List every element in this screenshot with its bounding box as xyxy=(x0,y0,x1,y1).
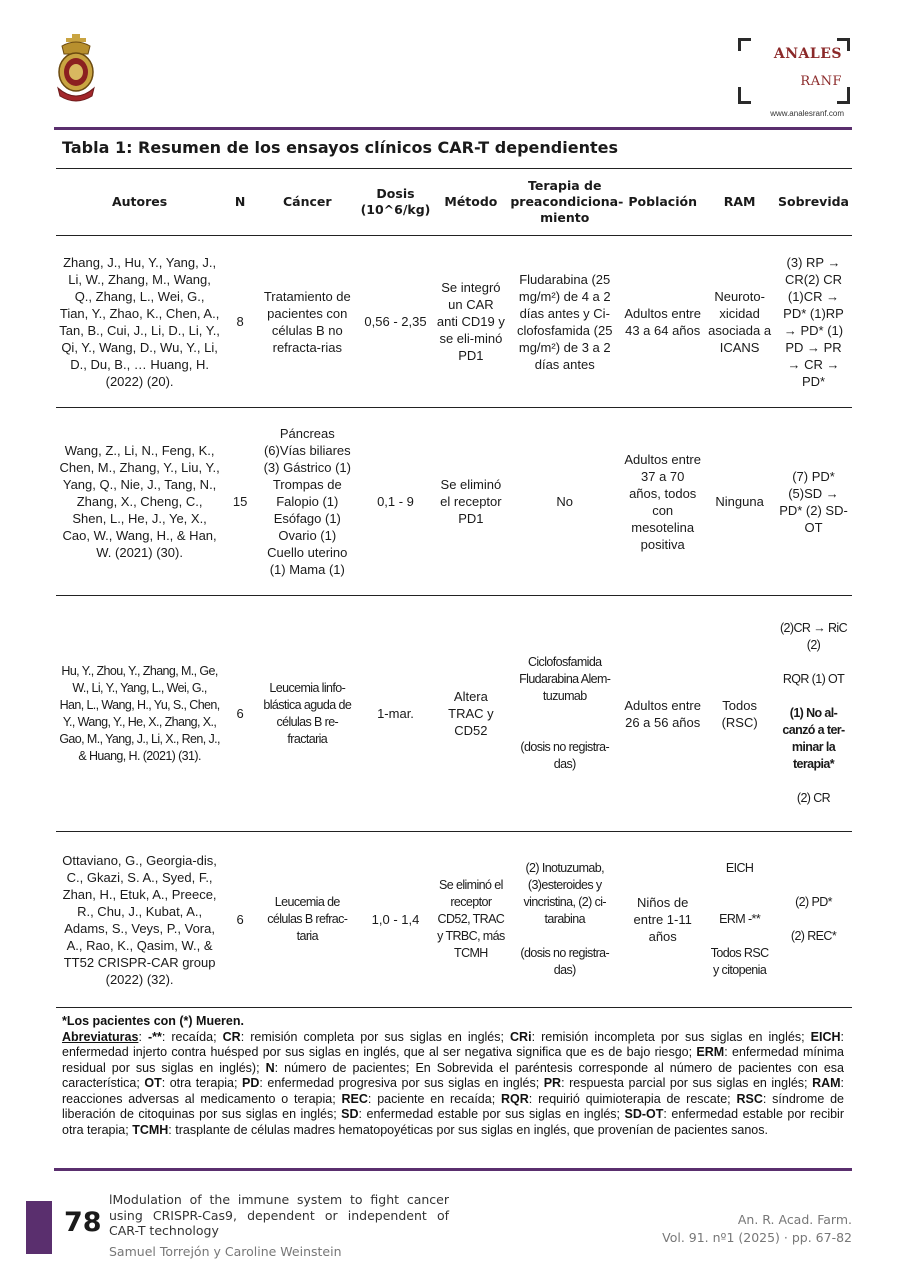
cell-cancer: Páncreas (6)Vías biliares (3) Gástrico (1) Trompas de Falopio (1) Esófago (1) Ovario (1) Cuello uterino (1) Mama (1) xyxy=(257,408,358,596)
abbr-item xyxy=(132,1123,768,1137)
cell-dosis: 0,1 - 9 xyxy=(358,408,434,596)
terapia-drugs: Ciclofosfamida Fludarabina Alem-tuzumab xyxy=(519,655,611,703)
table-title: Tabla 1: Resumen de los ensayos clínicos CAR-T dependientes xyxy=(62,138,618,157)
cell-n: 8 xyxy=(223,236,257,408)
abbr-term: RAM xyxy=(812,1076,841,1090)
footnote-abbreviations: Abreviaturas: -**: recaída; CR: remisión completa por sus siglas en inglés; CRi: remisión incompleta por sus siglas en inglés; EICH: enfermedad injerto contra huésped por sus siglas en inglés, que al ser negativa significa que es de bajo riesgo; ERM: enfermedad mínima residual por sus siglas en inglés); N: número de pacientes; En Sobrevida el paréntesis corresponde al número de pacientes con esa característica; OT: otra terapia; PD: enfermedad progresiva por sus siglas en inglés; PR: respuesta parcial por sus siglas en inglés; RAM: reacciones adversas al medicamento o terapia; REC: paciente en recaída; RQR: requirió quimioterapia de rescate; RSC: síndrome de liberación de citoquinas por sus siglas en inglés; SD: enfermedad estable por sus siglas en inglés; SD-OT: enfermedad estable por recibir otra terapia; TCMH: trasplante de células madres hematopoyéticas por sus siglas en inglés, que provenían de pacientes sanos. xyxy=(62,1029,845,1137)
col-header-cancer: Cáncer xyxy=(257,169,358,236)
cell-n: 15 xyxy=(223,408,257,596)
journal-volume: Vol. 91. nº1 (2025) · pp. 67-82 xyxy=(662,1230,852,1245)
abbr-term: N xyxy=(265,1060,275,1075)
cell-cancer: Leucemia de células B refrac-taria xyxy=(257,832,358,1008)
journal-name: An. R. Acad. Farm. xyxy=(737,1212,852,1227)
abbr-item xyxy=(242,1076,544,1090)
ram-line: Todos RSC y citopenia xyxy=(710,946,769,977)
abbr-definition: : paciente en recaída; xyxy=(367,1091,502,1106)
col-header-ram: RAM xyxy=(704,169,775,236)
article-title: lModulation of the immune system to fight cancer using CRISPR-Cas9, dependent or independent of CAR-T technology xyxy=(109,1192,449,1238)
abbr-definition: : enfermedad estable por sus siglas en inglés; xyxy=(358,1107,625,1121)
abbr-definition: : reacciones adversas al medicamento o terapia; xyxy=(62,1076,845,1106)
cell-autores: Zhang, J., Hu, Y., Yang, J., Li, W., Zhang, M., Wang, Q., Zhang, L., Wei, G., Tian, Y., Zhao, K., Chen, A., Tan, B., Cui, J., Li, D., Li, Y., Qi, Y., Wang, D., Wu, Y., Li, D., Du, B., … Huang, H. (2022) (20). xyxy=(56,236,223,408)
abbr-term: -** xyxy=(147,1029,162,1044)
abbr-item xyxy=(223,1030,510,1044)
sobrevida-line: RQR (1) OT xyxy=(782,672,845,686)
cell-n: 6 xyxy=(223,596,257,832)
col-header-poblacion: Población xyxy=(621,169,704,236)
sobrevida-line: (2)CR → RiC (2) xyxy=(779,621,847,652)
abbr-definition: : número de pacientes; En Sobrevida el paréntesis corresponde al número de pacientes con esa característica; xyxy=(62,1060,844,1090)
terapia-drugs: (2) Inotuzumab, (3)esteroides y vincristina, (2) ci-tarabina xyxy=(523,861,606,926)
abbr-term: ERM xyxy=(696,1045,725,1059)
abbr-term: RQR xyxy=(501,1091,529,1106)
abbr-term: REC xyxy=(341,1091,368,1106)
cell-dosis: 0,56 - 2,35 xyxy=(358,236,434,408)
abbr-definition: : enfermedad mínima residual por sus siglas en inglés); xyxy=(62,1045,844,1075)
abbr-item xyxy=(342,1092,502,1106)
abbr-term: SD-OT xyxy=(624,1107,664,1121)
cell-terapia xyxy=(508,596,621,832)
abbr-term: OT xyxy=(144,1076,162,1090)
ram-line: ERM -** xyxy=(719,912,761,926)
brand-sub: RANF xyxy=(800,74,842,89)
table-header-row xyxy=(56,169,852,236)
abbr-item xyxy=(341,1107,624,1121)
cell-poblacion: Adultos entre 43 a 64 años xyxy=(621,236,704,408)
abbr-label: Abreviaturas xyxy=(62,1029,139,1044)
table-row xyxy=(56,596,852,832)
abbr-definition: : requirió quimioterapia de rescate; xyxy=(528,1091,737,1106)
cell-ram: Todos (RSC) xyxy=(704,596,775,832)
table-row xyxy=(56,236,852,408)
summary-table xyxy=(56,168,852,1008)
sobrevida-line: (2) REC* xyxy=(790,929,837,943)
cell-metodo: Se integró un CAR anti CD19 y se eli-minó PD1 xyxy=(433,236,508,408)
sobrevida-line: (1) No al-canzó a ter-minar la terapia* xyxy=(782,706,845,771)
footer-rule xyxy=(54,1168,852,1171)
article-authors: Samuel Torrejón y Caroline Weinstein xyxy=(109,1244,342,1259)
royal-crest-logo xyxy=(52,32,100,106)
abbr-definition: : síndrome de liberación de citoquinas por sus siglas en inglés; xyxy=(62,1091,845,1121)
abbr-definition: : trasplante de células madres hematopoyéticas por sus siglas en inglés, que provenían de pacientes sanos. xyxy=(168,1122,768,1137)
abbr-term: SD xyxy=(341,1107,359,1121)
abbr-item xyxy=(144,1076,242,1090)
sobrevida-line: (2) CR xyxy=(796,791,831,805)
cell-autores: Hu, Y., Zhou, Y., Zhang, M., Ge, W., Li, Y., Yang, L., Wei, G., Han, L., Wang, H., Yu, S., Chen, Y., Wang, Y., He, X., Zhang, X., Gao, M., Yang, J., Li, X., Ren, J., & Huang, H. (2021) (31). xyxy=(56,596,223,832)
abbr-definition: : remisión completa por sus siglas en inglés; xyxy=(240,1029,511,1044)
abbr-item xyxy=(148,1030,223,1044)
abbr-term: PR xyxy=(543,1076,562,1090)
abbr-term: CRi xyxy=(510,1029,532,1044)
cell-sobrevida: (3) RP → CR(2) CR (1)CR → PD* (1)RP → PD* (1) PD → PR → CR → PD* xyxy=(775,236,852,408)
cell-sobrevida xyxy=(775,832,852,1008)
page-number-tab xyxy=(26,1201,52,1254)
sobrevida-line: (2) PD* xyxy=(795,895,832,909)
abbr-definition: : remisión incompleta por sus siglas en inglés; xyxy=(531,1029,811,1044)
abbr-term: CR xyxy=(222,1029,241,1044)
cell-n: 6 xyxy=(223,832,257,1008)
abbr-term: EICH xyxy=(810,1029,841,1044)
cell-metodo: Se eliminó el receptor PD1 xyxy=(433,408,508,596)
cell-sobrevida: (7) PD* (5)SD → PD* (2) SD-OT xyxy=(775,408,852,596)
col-header-sobrevida: Sobrevida xyxy=(775,169,852,236)
cell-autores: Ottaviano, G., Georgia-dis, C., Gkazi, S. A., Syed, F., Zhan, H., Etuk, A., Preece, R., Chu, J., Kubat, A., Adams, S., Veys, P., Vora, A., Rao, K., Qasim, W., & TT52 CRISPR-CAR group (2022) (32). xyxy=(56,832,223,1008)
cell-cancer: Leucemia linfo-blástica aguda de células B re-fractaria xyxy=(257,596,358,832)
brand-name: ANALES xyxy=(773,46,842,62)
cell-sobrevida xyxy=(775,596,852,832)
cell-dosis: 1,0 - 1,4 xyxy=(358,832,434,1008)
abbr-definition: : otra terapia; xyxy=(161,1076,243,1090)
cell-ram: Ninguna xyxy=(704,408,775,596)
cell-cancer: Tratamiento de pacientes con células B no refracta-rias xyxy=(257,236,358,408)
abbr-definition: : enfermedad estable por recibir otra terapia; xyxy=(62,1107,844,1137)
cell-poblacion: Niños de entre 1-11 años xyxy=(621,832,704,1008)
cell-terapia xyxy=(508,832,621,1008)
cell-autores: Wang, Z., Li, N., Feng, K., Chen, M., Zhang, Y., Liu, Y., Yang, Q., Nie, J., Tang, N., Zhang, X., Cheng, C., Shen, L., He, J., Ye, X., Cao, W., Wang, H., & Han, W. (2021) (30). xyxy=(56,408,223,596)
abbr-definition: : enfermedad progresiva por sus siglas en inglés; xyxy=(259,1076,544,1090)
table-footnotes xyxy=(62,1014,844,1138)
abbr-item xyxy=(510,1030,811,1044)
brand-url: www.analesranf.com xyxy=(770,109,844,118)
abbr-definition: : recaída; xyxy=(161,1029,223,1044)
header-rule xyxy=(54,127,852,130)
abbr-term: PD xyxy=(242,1076,260,1090)
cell-poblacion: Adultos entre 26 a 56 años xyxy=(621,596,704,832)
table-row xyxy=(56,408,852,596)
terapia-dosis-note: (dosis no registra-das) xyxy=(520,946,610,977)
col-header-dosis: Dosis (10^6/kg) xyxy=(358,169,434,236)
cell-metodo: Altera TRAC y CD52 xyxy=(433,596,508,832)
footnote-deaths: *Los pacientes con (*) Mueren. xyxy=(62,1014,244,1028)
col-header-metodo: Método xyxy=(433,169,508,236)
cell-terapia: No xyxy=(508,408,621,596)
col-header-autores: Autores xyxy=(56,169,223,236)
abbr-term: RSC xyxy=(736,1091,763,1106)
cell-ram: Neuroto-xicidad asociada a ICANS xyxy=(704,236,775,408)
table-row xyxy=(56,832,852,1008)
cell-poblacion: Adultos entre 37 a 70 años, todos con mesotelina positiva xyxy=(621,408,704,596)
abbr-term: TCMH xyxy=(132,1122,169,1137)
abbr-definition: : respuesta parcial por sus siglas en inglés; xyxy=(561,1076,813,1090)
cell-ram xyxy=(704,832,775,1008)
col-header-terapia: Terapia de preacondiciona-miento xyxy=(508,169,621,236)
anales-ranf-logo xyxy=(738,38,850,118)
abbr-item xyxy=(544,1076,812,1090)
abbr-item xyxy=(501,1092,736,1106)
cell-terapia: Fludarabina (25 mg/m²) de 4 a 2 días antes y Ci-clofosfamida (25 mg/m²) de 3 a 2 días antes xyxy=(508,236,621,408)
col-header-n: N xyxy=(223,169,257,236)
abbr-definition: : enfermedad injerto contra huésped por sus siglas en inglés, que al ser negativa significa que es de bajo riesgo; xyxy=(62,1029,844,1059)
cell-dosis: 1-mar. xyxy=(358,596,434,832)
page-number: 78 xyxy=(64,1207,102,1238)
ram-line: EICH xyxy=(725,861,754,875)
terapia-dosis-note: (dosis no registra-das) xyxy=(520,740,610,771)
abbr-list xyxy=(62,1030,844,1137)
cell-metodo: Se eliminó el receptor CD52, TRAC y TRBC, más TCMH xyxy=(433,832,508,1008)
journal-citation xyxy=(662,1211,852,1247)
